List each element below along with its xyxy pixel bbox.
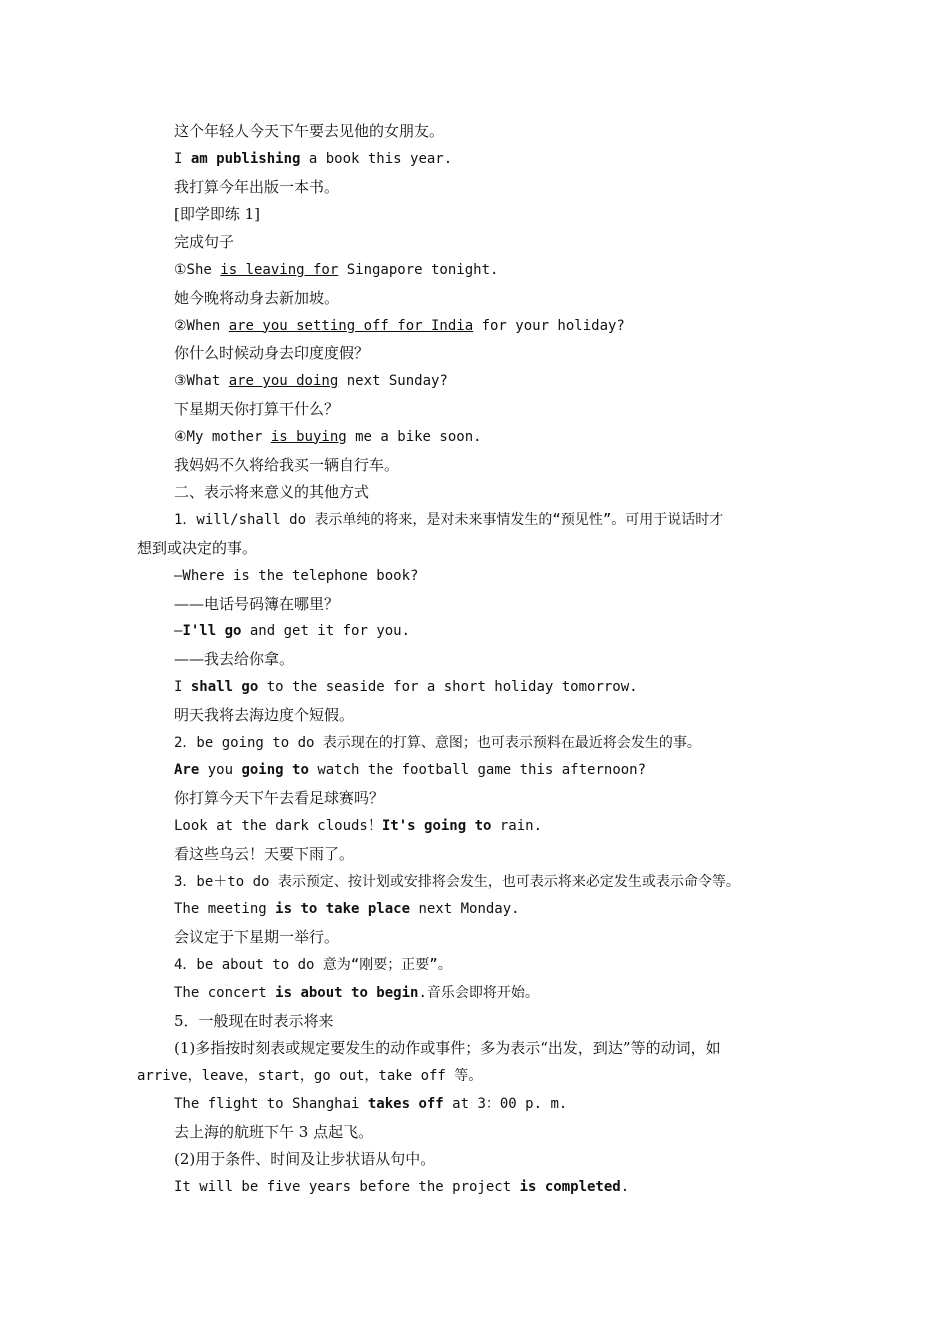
answer-phrase: is buying [270,428,347,445]
text-line [137,952,827,980]
text-line [137,146,827,174]
text-span: 3．be＋to do 表示预定、按计划或安排将会发生，也可表示将来必定发生或表示命令等。 [174,873,740,890]
text-span: ①She [174,261,221,278]
text-line [137,1091,827,1119]
bold-phrase: is to take place [275,901,411,918]
text-line: 想到或决定的事。 [137,538,258,557]
text-span: . [620,1179,630,1196]
text-span: and get it for you. [241,623,411,640]
text-line: 明天我将去海边度个短假。 [174,705,355,724]
text-line [137,563,827,591]
text-span: 2．be going to do 表示现在的打算、意图；也可表示预料在最近将会发生的事。 [174,734,701,751]
text-span: a book this year. [300,150,453,167]
answer-phrase: are you setting off for India [228,317,474,334]
text-line [137,1063,827,1091]
text-line: (2)用于条件、时间及让步状语从句中。 [174,1150,436,1169]
text-line [137,730,827,758]
answer-phrase: are you doing [228,373,339,390]
text-span: to the seaside for a short holiday tomorrow. [258,678,638,695]
text-line: ——电话号码簿在哪里？ [174,594,340,613]
text-span: next Sunday? [338,373,448,390]
bold-phrase: Are [174,762,200,779]
bold-phrase: I'll go [182,623,242,640]
text-span: I [174,150,191,167]
text-span: rain. [491,817,543,834]
text-line: 她今晚将动身去新加坡。 [174,288,340,307]
text-line: 这个年轻人今天下午要去见他的女朋友。 [174,122,445,140]
text-span: next Monday. [410,901,520,918]
bold-phrase: takes off [367,1095,444,1112]
text-span: ④My mother [174,428,271,445]
text-line [137,368,827,396]
text-span: The flight to Shanghai [174,1095,368,1112]
answer-phrase: is leaving for [220,261,339,278]
text-span: me a bike soon. [346,428,482,445]
text-span: .音乐会即将开始。 [418,984,539,1001]
text-span: ②When [174,317,229,334]
text-line [137,257,827,285]
text-line: 我打算今年出版一本书。 [174,177,340,196]
text-line [137,674,827,702]
text-span: — [174,623,183,640]
text-line: [即学即练 1] [174,205,261,224]
text-line [137,980,827,1008]
bold-phrase: going to [241,762,309,779]
bold-phrase: is completed [519,1179,621,1196]
text-line: 二、表示将来意义的其他方式 [174,483,370,502]
text-span: 4．be about to do 意为“刚要；正要”。 [174,956,452,973]
text-span: —Where is the telephone book? [174,567,419,584]
text-line [137,618,827,646]
text-line: 你什么时候动身去印度度假？ [174,344,370,363]
text-span: It will be five years before the project [174,1179,520,1196]
text-span: The meeting [174,901,276,918]
text-line [137,757,827,785]
text-line [137,869,827,897]
text-line: 我妈妈不久将给我买一辆自行车。 [174,455,400,474]
text-span: you [199,762,242,779]
text-span: watch the football game this afternoon? [308,762,647,779]
text-line: 去上海的航班下午 3 点起飞。 [174,1122,374,1141]
document-body [137,118,827,1202]
text-span: 1．will/shall do 表示单纯的将来，是对未来事情发生的“预见性”。可用于说话时才 [174,512,724,529]
text-span: ③What [174,373,229,390]
text-span: arrive，leave，start，go out，take off 等。 [137,1068,483,1085]
text-span: at 3：00 p. m. [443,1095,568,1112]
text-line: 看这些乌云！天要下雨了。 [174,844,355,863]
text-span: for your holiday? [473,317,625,334]
text-line [137,313,827,341]
text-span: Singapore tonight. [338,261,499,278]
text-line: (1)多指按时刻表或规定要发生的动作或事件；多为表示“出发，到达”等的动词，如 [174,1039,721,1058]
text-line: 会议定于下星期一举行。 [174,928,340,947]
text-line: 完成句子 [174,233,235,252]
text-span: The concert [174,984,276,1001]
text-line [137,1174,827,1202]
text-line: ——我去给你拿。 [174,650,295,669]
text-line: 下星期天你打算干什么？ [174,399,340,418]
text-line [137,507,827,535]
bold-phrase: is about to begin [275,984,419,1001]
text-line [137,813,827,841]
bold-phrase: am publishing [190,150,301,167]
text-line: 5．一般现在时表示将来 [174,1011,334,1030]
text-span: Look at the dark clouds！ [174,817,382,834]
bold-phrase: It's going to [381,817,492,834]
text-line [137,896,827,924]
text-line [137,424,827,452]
bold-phrase: shall go [190,678,259,695]
text-span: I [174,678,191,695]
text-line: 你打算今天下午去看足球赛吗？ [174,789,385,808]
